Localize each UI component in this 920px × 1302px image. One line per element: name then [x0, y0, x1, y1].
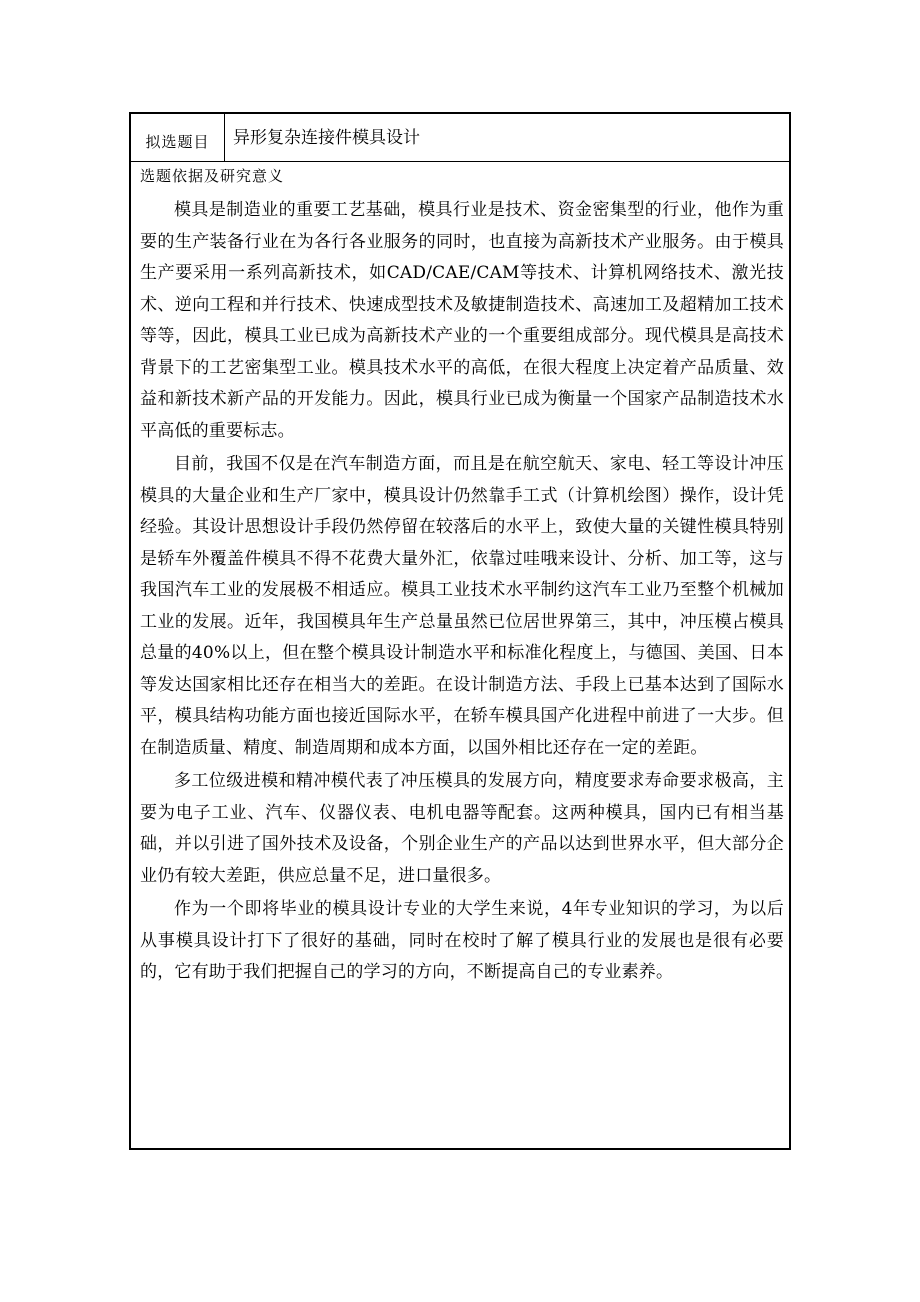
paragraph-4: 作为一个即将毕业的模具设计专业的大学生来说，4年专业知识的学习，为以后从事模具设计打下了很好的基础，同时在校时了解了模具行业的发展也是很有必要的，它有助于我们把握自己的学习的方向，不断提高自己的专业素养。	[140, 899, 784, 982]
paragraph-1: 模具是制造业的重要工艺基础，模具行业是技术、资金密集型的行业，他作为重要的生产装备行业在为各行各业服务的同时，也直接为高新技术产业服务。由于模具生产要采用一系列高新技术，如CAD/CAE/CAM等技术、计算机网络技术、激光技术、逆向工程和并行技术、快速成型技术及敏捷制造技术、高速加工及超精加工技术等等，因此，模具工业已成为高新技术产业的一个重要组成部分。现代模具是高技术背景下的工艺密集型工业。模具技术水平的高低，在很大程度上决定着产品质量、效益和新技术新产品的开发能力。因此，模具行业已成为衡量一个国家产品制造技术水平高低的重要标志。	[140, 200, 784, 441]
paragraph-2: 目前，我国不仅是在汽车制造方面，而且是在航空航天、家电、轻工等设计冲压模具的大量企业和生产厂家中，模具设计仍然靠手工式（计算机绘图）操作，设计凭经验。其设计思想设计手段仍然停留在较落后的水平上，致使大量的关键性模具特别是轿车外覆盖件模具不得不花费大量外汇，依靠过哇哦来设计、分析、加工等，这与我国汽车工业的发展极不相适应。模具工业技术水平制约这汽车工业乃至整个机械加工业的发展。近年，我国模具年生产总量虽然已位居世界第三，其中，冲压模占模具总量的40%以上，但在整个模具设计制造水平和标准化程度上，与德国、美国、日本等发达国家相比还存在相当大的差距。在设计制造方法、手段上已基本达到了国际水平，模具结构功能方面也接近国际水平，在轿车模具国产化进程中前进了一大步。但在制造质量、精度、制造周期和成本方面，以国外相比还存在一定的差距。	[140, 454, 784, 758]
topic-label: 拟选题目	[131, 114, 225, 161]
topic-value: 异形复杂连接件模具设计	[233, 128, 420, 148]
section-heading: 选题依据及研究意义	[140, 167, 285, 185]
topic-row	[131, 114, 789, 162]
proposal-form-table	[129, 112, 791, 1150]
section-body	[140, 195, 784, 991]
paragraph-3: 多工位级进模和精冲模代表了冲压模具的发展方向，精度要求寿命要求极高，主要为电子工业、汽车、仪器仪表、电机电器等配套。这两种模具，国内已有相当基础，并以引进了国外技术及设备，个别企业生产的产品以达到世界水平，但大部分企业仍有较大差距，供应总量不足，进口量很多。	[140, 771, 784, 886]
